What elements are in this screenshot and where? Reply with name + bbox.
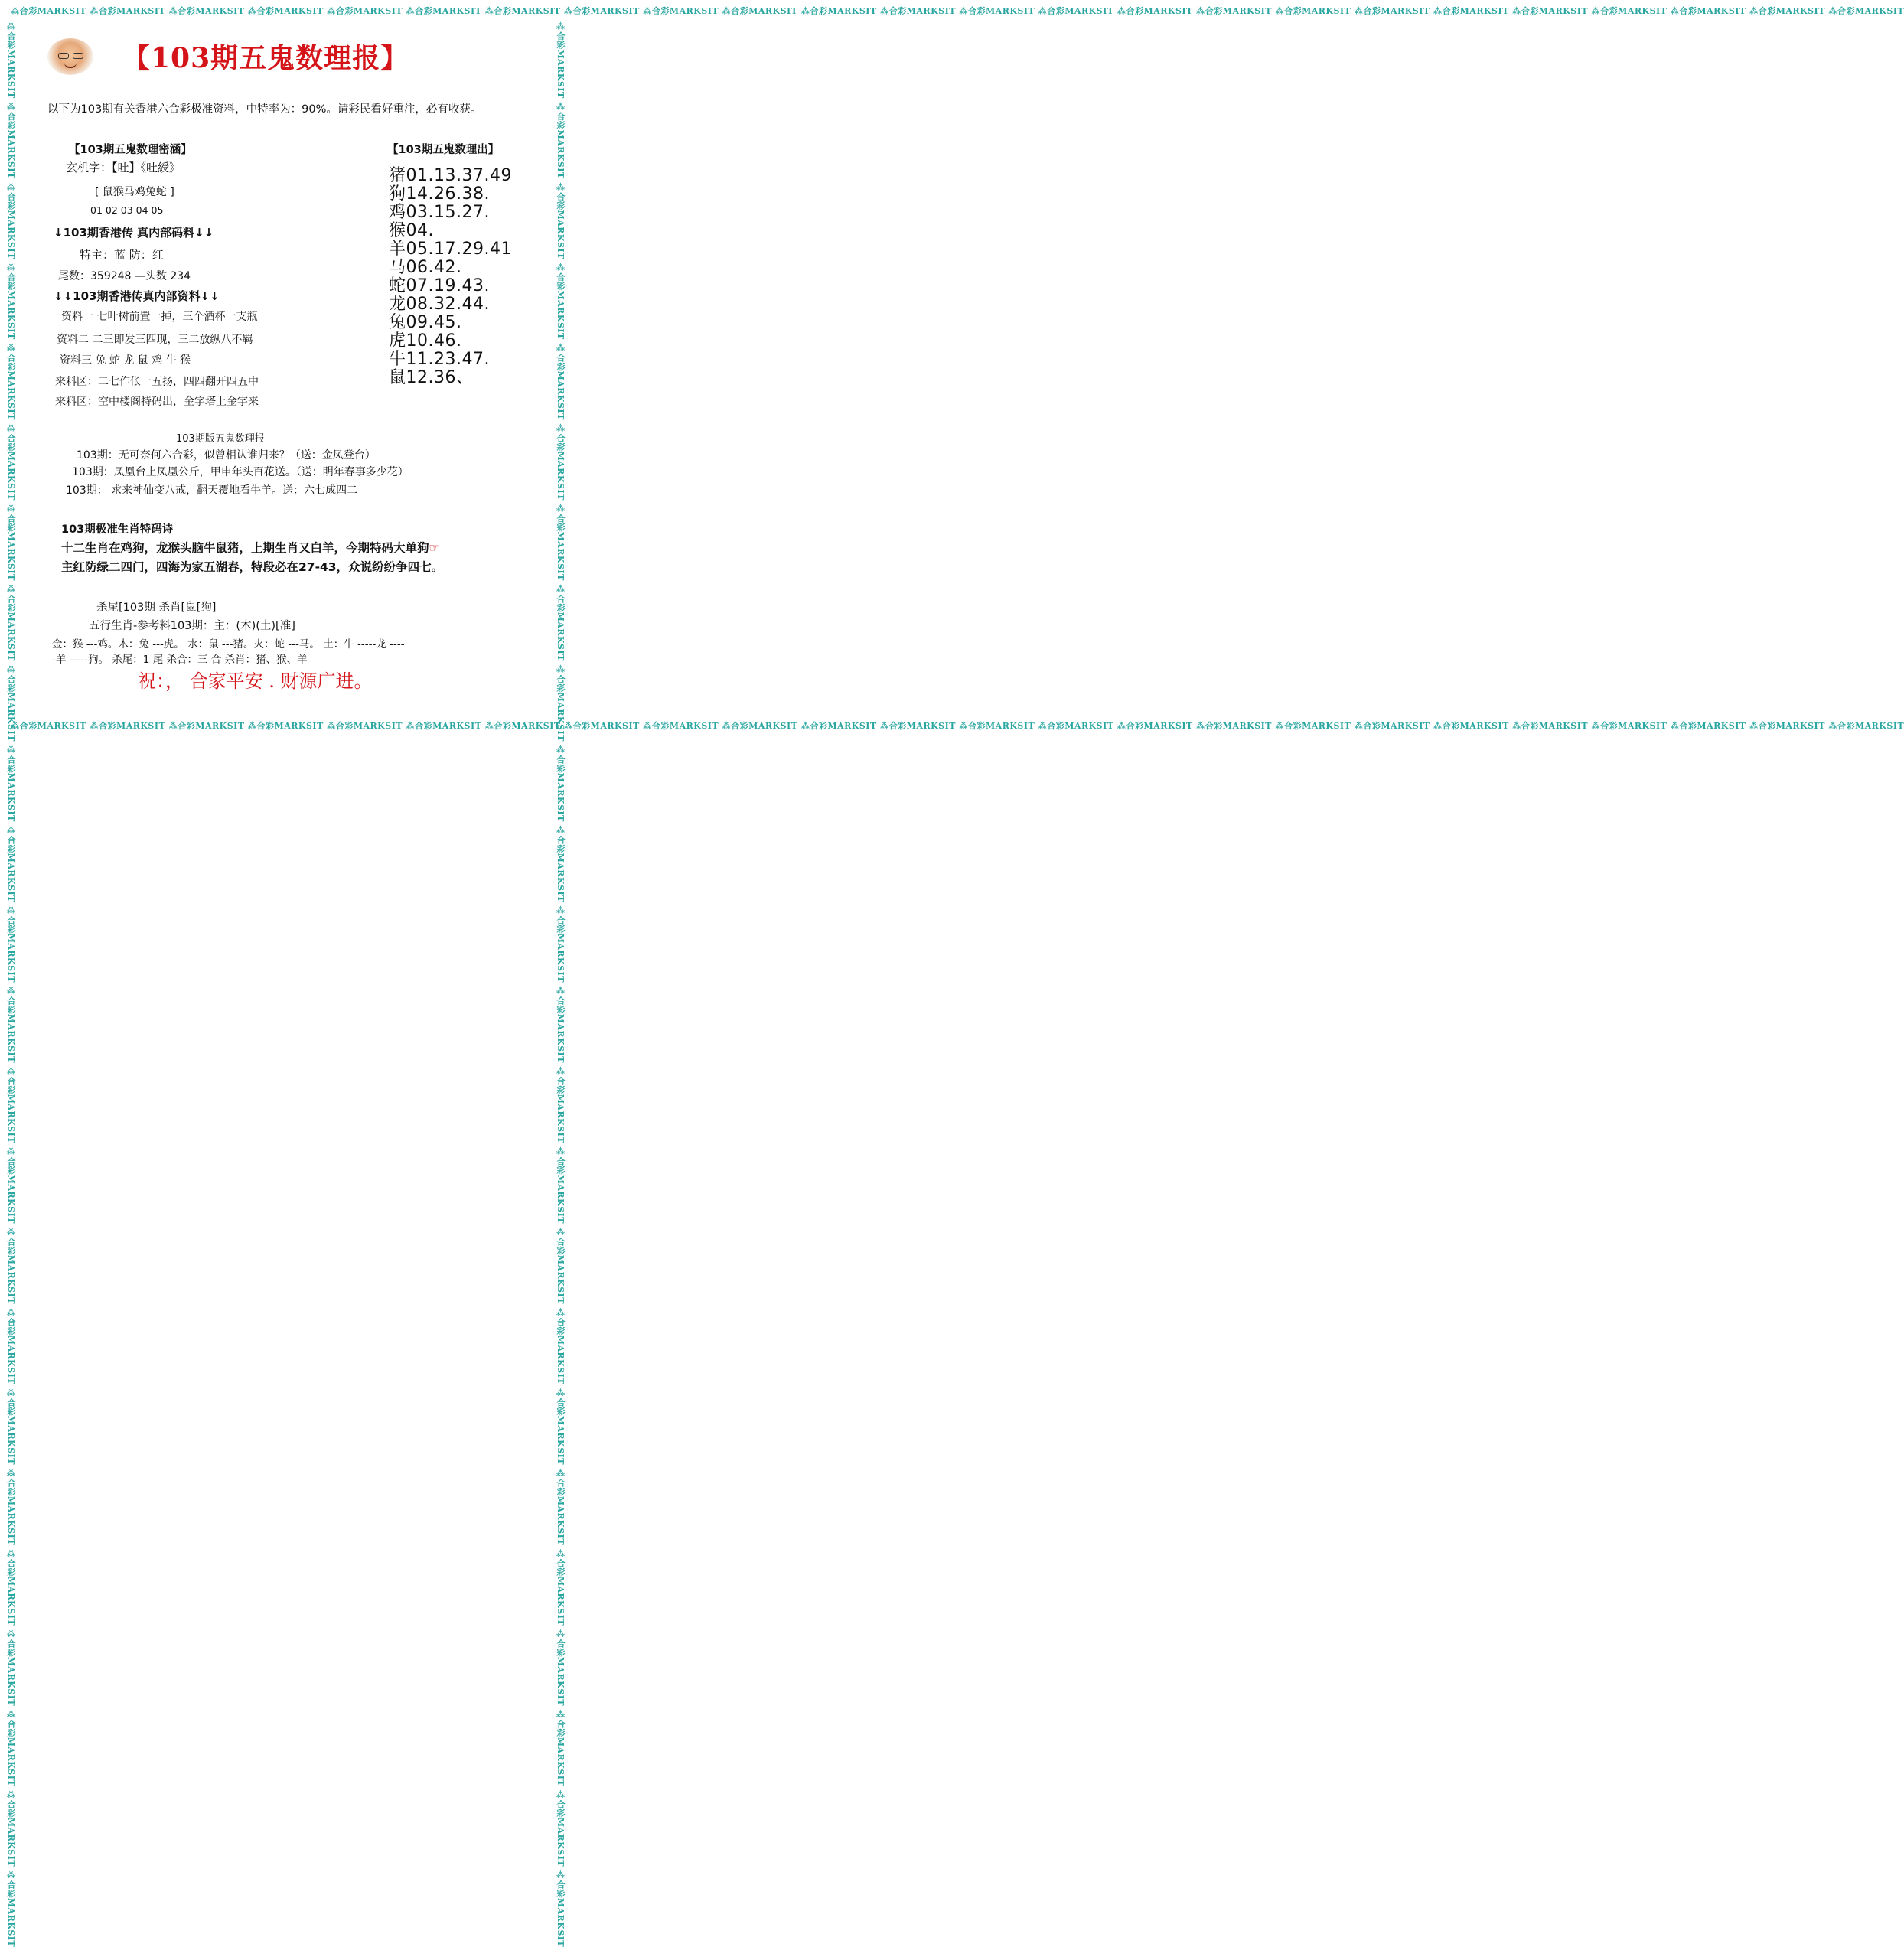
avatar-image: [47, 38, 93, 75]
xuanji-line: 玄机字：【吐】《吐綬》: [66, 161, 181, 174]
border-right: ⁂合彩MARKSIT ⁂合彩MARKSIT ⁂合彩MARKSIT ⁂合彩MARKSIT ⁂合彩MARKSIT ⁂合彩MARKSIT ⁂合彩MARKSIT ⁂合彩MARKSIT ⁂合彩MARKSIT ⁂合彩MARKSIT ⁂合彩MARKSIT ⁂合彩MARKSIT ⁂合彩MARKSIT ⁂合彩MARKSIT ⁂合彩MARKSIT ⁂合彩MARKSIT ⁂合彩MARKSIT ⁂合彩MARKSIT ⁂合彩MARKSIT ⁂合彩MARKSIT ⁂合彩MARKSIT ⁂合彩MARKSIT ⁂合彩MARKSIT ⁂合彩MARKSIT: [556, 21, 566, 1947]
element-line-1: 金：猴 ---鸡。木：兔 ---虎。 水：鼠 ---猪。火：蛇 ---马。 土：牛 -----龙 ----: [52, 638, 405, 651]
zodiac-item: 牛11.23.47.: [389, 350, 490, 369]
page-title: 【103期五鬼数理报】: [122, 42, 409, 74]
ziliao-2: 资料二 二三即发三四现，三二放纵八不羁: [57, 334, 253, 346]
laiiao-1: 来料区：二七作伥一五扬，四四翻开四五中: [55, 376, 259, 388]
zodiac-item: 猪01.13.37.49: [389, 166, 512, 185]
zodiac-line: [ 鼠猴马鸡兔蛇 ]: [95, 186, 174, 198]
mid-line-1: 103期：无可奈何六合彩，似曾相认谁归来？（送：金凤登台）: [77, 449, 376, 461]
zodiac-item: 鸡03.15.27.: [389, 203, 490, 222]
zodiac-item: 虎10.46.: [389, 331, 462, 351]
blessing-line: 祝：， 合家平安 . 财源广进。: [138, 670, 373, 692]
mid-line-2: 103期：凤凰台上凤凰公斤，甲申年头百花送。（送：明年春事多少花）: [72, 466, 409, 478]
border-bottom: ⁂合彩MARKSIT ⁂合彩MARKSIT ⁂合彩MARKSIT ⁂合彩MARKSIT ⁂合彩MARKSIT ⁂合彩MARKSIT ⁂合彩MARKSIT ⁂合彩MARKSIT ⁂合彩MARKSIT ⁂合彩MARKSIT ⁂合彩MARKSIT ⁂合彩MARKSIT ⁂合彩MARKSIT ⁂合彩MARKSIT ⁂合彩MARKSIT ⁂合彩MARKSIT ⁂合彩MARKSIT ⁂合彩MARKSIT ⁂合彩MARKSIT ⁂合彩MARKSIT ⁂合彩MARKSIT ⁂合彩MARKSIT ⁂合彩MARKSIT ⁂合彩MARKSIT: [11, 721, 1904, 731]
mid-heading: 103期版五鬼数理报: [176, 433, 265, 445]
left-heading: 【103期五鬼数理密涵】: [69, 144, 192, 156]
zodiac-item: 猴04.: [389, 221, 434, 240]
zodiac-item: 马06.42.: [389, 258, 462, 277]
te-line: 特主：蓝 防：红: [80, 248, 164, 262]
border-left: ⁂合彩MARKSIT ⁂合彩MARKSIT ⁂合彩MARKSIT ⁂合彩MARKSIT ⁂合彩MARKSIT ⁂合彩MARKSIT ⁂合彩MARKSIT ⁂合彩MARKSIT ⁂合彩MARKSIT ⁂合彩MARKSIT ⁂合彩MARKSIT ⁂合彩MARKSIT ⁂合彩MARKSIT ⁂合彩MARKSIT ⁂合彩MARKSIT ⁂合彩MARKSIT ⁂合彩MARKSIT ⁂合彩MARKSIT ⁂合彩MARKSIT ⁂合彩MARKSIT ⁂合彩MARKSIT ⁂合彩MARKSIT ⁂合彩MARKSIT ⁂合彩MARKSIT: [6, 21, 16, 1947]
poem-line-2: 主红防绿二四门，四海为家五湖春，特段必在27-43，众说纷纷争四七。: [61, 560, 444, 574]
sha-line: 杀尾[103期 杀肖[鼠[狗]: [96, 602, 217, 614]
ziliao-1: 资料一 七叶树前置一掉，三个酒杯一支瓶: [61, 311, 258, 323]
mid-line-3: 103期： 求来神仙变八戒，翻天覆地看牛羊。送：六七成四二: [66, 484, 358, 497]
border-top: ⁂合彩MARKSIT ⁂合彩MARKSIT ⁂合彩MARKSIT ⁂合彩MARKSIT ⁂合彩MARKSIT ⁂合彩MARKSIT ⁂合彩MARKSIT ⁂合彩MARKSIT ⁂合彩MARKSIT ⁂合彩MARKSIT ⁂合彩MARKSIT ⁂合彩MARKSIT ⁂合彩MARKSIT ⁂合彩MARKSIT ⁂合彩MARKSIT ⁂合彩MARKSIT ⁂合彩MARKSIT ⁂合彩MARKSIT ⁂合彩MARKSIT ⁂合彩MARKSIT ⁂合彩MARKSIT ⁂合彩MARKSIT ⁂合彩MARKSIT ⁂合彩MARKSIT: [11, 6, 1904, 16]
right-heading: 【103期五鬼数理出】: [387, 144, 500, 156]
chuan-line-1: ↓103期香港传 真内部码料↓↓: [54, 226, 214, 240]
element-line-2: -羊 -----狗。 杀尾：1 尾 杀合：三 合 杀肖：猪、猴、羊: [52, 654, 308, 666]
zodiac-item: 狗14.26.38.: [389, 184, 490, 204]
poem-line-1: 十二生肖在鸡狗，龙猴头脑牛鼠猪，上期生肖又白羊，今期特码大单狗☞: [61, 541, 440, 555]
zodiac-item: 蛇07.19.43.: [389, 276, 490, 295]
zodiac-item: 龙08.32.44.: [389, 295, 490, 314]
poem-heading: 103期极准生肖特码诗: [61, 523, 174, 536]
zodiac-item: 兔09.45.: [389, 313, 462, 332]
zodiac-item: 鼠12.36、: [389, 368, 474, 387]
zodiac-item: 羊05.17.29.41: [389, 240, 512, 259]
wuxing-line: 五行生肖-参考料103期：主：(木)(土)[准]: [89, 620, 295, 632]
intro-text: 以下为103期有关香港六合彩极准资料，中特率为：90%。请彩民看好重注，必有收获。: [47, 103, 482, 116]
ziliao-3: 资料三 兔 蛇 龙 鼠 鸡 牛 猴: [60, 354, 191, 367]
laiiao-2: 来料区：空中楼阁特码出，金字塔上金字来: [55, 396, 259, 408]
numbers-line: 01 02 03 04 05: [90, 204, 164, 216]
wei-line: 尾数：359248 —头数 234: [58, 270, 191, 282]
chuan-line-2: ↓↓103期香港传真内部资料↓↓: [54, 289, 220, 303]
